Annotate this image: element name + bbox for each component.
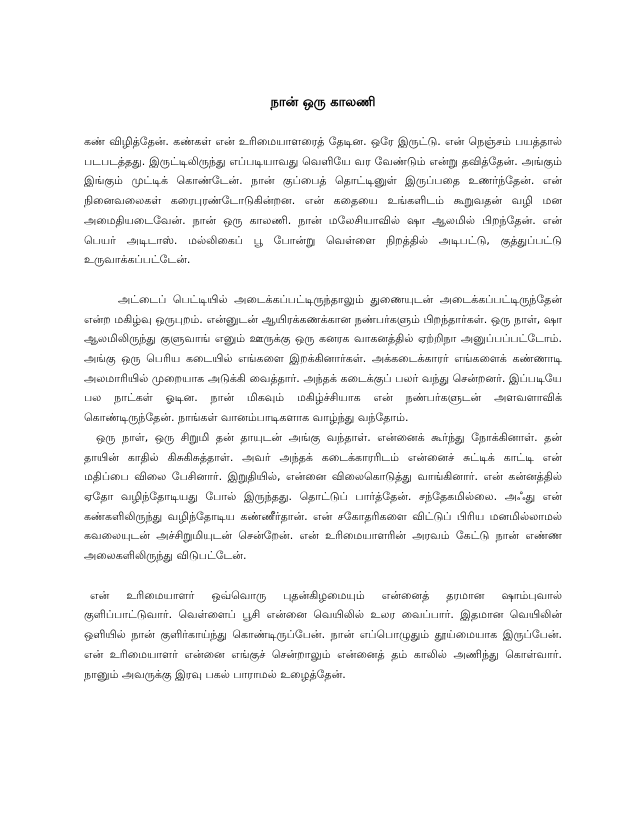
paragraph-2: அட்டைப் பெட்டியில் அடைக்கப்பட்டிருந்தாலும் துணையுடன் அடைக்கப்பட்டிருந்தேன் என்ற மகிழ்வு ஒருபுறம். என்னுடன் ஆயிரக்கணக்கான நண்பர்களும் பிறந்தார்கள். ஒரு நாள், ஷா ஆலமிலிருந்து குளுவாங் எனும் ஊருக்கு ஒரு கனரக வாகனத்தில் ஏற்றிநா அனுப்பப்பட்டோம். அங்கு ஒரு பெரிய கடையில் எங்களை இறக்கினார்கள். அக்கடைக்காரர் எங்களைக் கண்ணாடி அலமாரியில் முறையாக அடுக்கி வைத்தார். அந்தக் கடைக்குப் பலர் வந்து சென்றனர். இப்படியே பல நாட்கள் ஓடின. நான் மிகவும் மகிழ்ச்சியாக என் நண்பர்களுடன் அளவளாவிக் கொண்டிருந்தேன். நாங்கள் வானம்பாடிகளாக வாழ்ந்து வந்தோம். xyxy=(84,292,562,425)
paragraph-4: என் உரிமையாளர் ஒவ்வொரு புதன்கிழமையும் என்னைத் தரமான ஷாம்புவால் குளிப்பாட்டுவார். வெள்ளைப் பூசி என்னை வெயிலில் உலர வைப்பார். இதமான வெயிலின் ஒளியில் நான் குளிர்காய்ந்து கொண்டிருப்பேன். நான் எப்பொழுதும் தூய்மையாக இருப்பேன். என் உரிமையாளர் என்னை எங்குச் சென்றாலும் என்னைத் தம் காலில் அணிந்து கொள்வார். நானும் அவருக்கு இரவு பகல் பாராமல் உழைத்தேன். xyxy=(84,588,562,681)
paragraph-1: கண் விழித்தேன். கண்கள் என் உரிமையாளரைத் தேடின. ஒரே இருட்டு. என் நெஞ்சம் பயத்தால் படபடத்தது. இருட்டிலிருந்து எப்படியாவது வெளியே வர வேண்டும் என்று தவித்தேன். அங்கும் இங்கும் முட்டிக் கொண்டேன். நான் குப்பைத் தொட்டினுள் இருப்பதை உணர்ந்தேன். என் நினைவலைகள் கரைபுரண்டோடுகின்றன. என் கதையை உங்களிடம் கூறுவதன் வழி மன அமைதியடைவேன். நான் ஒரு காலணி. நான் மலேசியாவில் ஷா ஆலமில் பிறந்தேன். என் பெயர் அடிடாஸ். மல்லிகைப் பூ போன்று வெள்ளை நிறத்தில் அடிபட்டு, குத்துப்பட்டு உருவாக்கப்பட்டேன். xyxy=(84,135,562,267)
paragraph-3: ஒரு நாள், ஒரு சிறுமி தன் தாயுடன் அங்கு வந்தாள். என்னைக் கூர்ந்து நோக்கினாள். தன் தாயின் காதில் கிசுகிசுத்தாள். அவர் அந்தக் கடைக்காரரிடம் என்னைச் சுட்டிக் காட்டி என் மதிப்பை விலை பேசினார். இறுதியில், என்னை விலைகொடுத்து வாங்கினார். என் கன்னத்தில் ஏதோ வழிந்தோடியது போல் இருந்தது. தொட்டுப் பார்த்தேன். சந்தேகமில்லை. அஃது என் கண்களிலிருந்து வழிந்தோடிய கண்ணீர்தான். என் சகோதரிகளை விட்டுப் பிரிய மனமில்லாமல் கவலையுடன் அச்சிறுமியுடன் சென்றேன். என் உரிமையாளரின் அரவம் கேட்டு நான் எண்ண அலைகளிலிருந்து விடுபட்டேன். xyxy=(84,430,562,563)
document-page xyxy=(84,94,562,684)
document-title: நான் ஒரு காலணி xyxy=(270,95,376,110)
